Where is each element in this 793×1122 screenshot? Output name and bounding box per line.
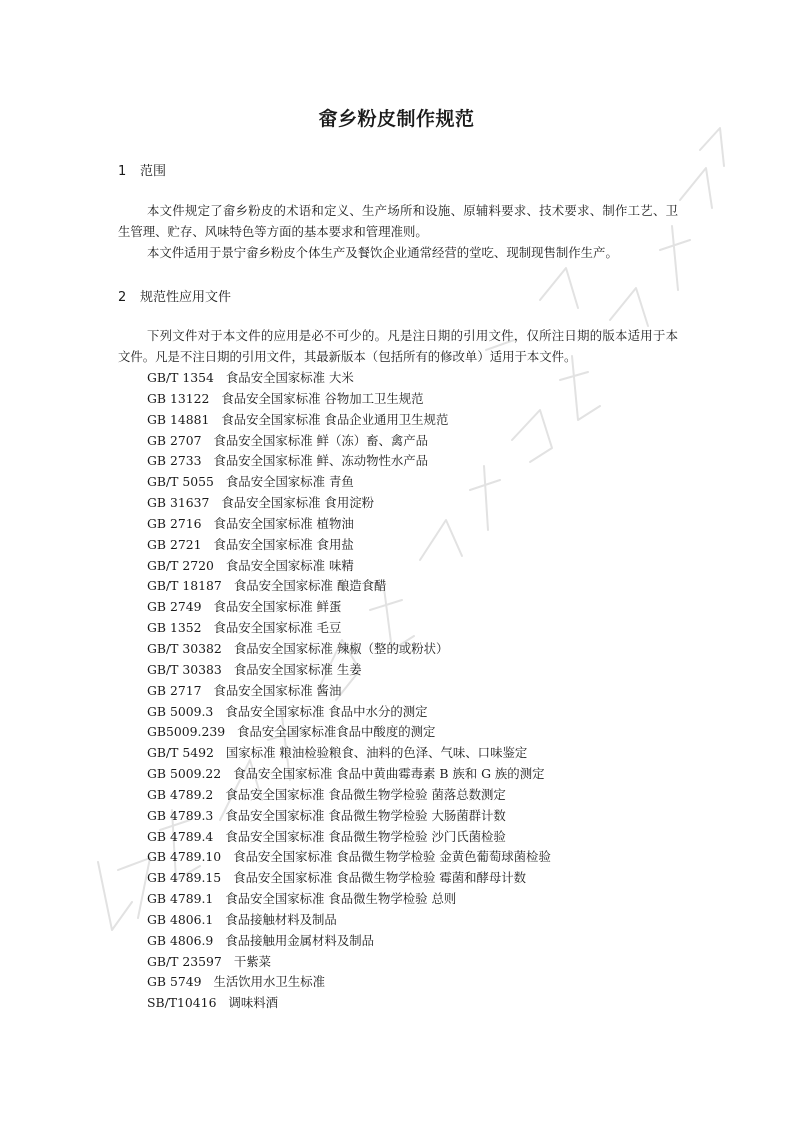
reference-code: GB/T 30382 [147,640,222,656]
section-2-body [118,325,678,367]
reference-code: GB 4789.1 [147,891,214,907]
reference-item [147,889,551,910]
reference-title: 食品安全国家标准 鲜（冻）畜、禽产品 [213,432,429,448]
reference-item [147,535,551,556]
reference-title: 食品安全国家标准 食用盐 [213,536,354,552]
reference-title: 食品安全国家标准 鲜、冻动物性水产品 [213,453,429,469]
reference-code: GB 5009.22 [147,766,222,782]
reference-item [147,431,551,452]
reference-title: 生活饮用水卫生标准 [213,974,325,990]
reference-code: GB 4806.1 [147,911,214,927]
section-2-title: 规范性应用文件 [140,290,232,305]
reference-title: 食品安全国家标准 食品中水分的测定 [225,703,428,719]
reference-code: GB 2716 [147,515,202,531]
reference-code: GB 2707 [147,432,202,448]
reference-code: GB/T 23597 [147,953,222,969]
section-1-title: 范围 [140,164,167,179]
section-2-paragraph: 下列文件对于本文件的应用是必不可少的。凡是注日期的引用文件，仅所注日期的版本适用于本文件。凡是不注日期的引用文件，其最新版本（包括所有的修改单）适用于本文件。 [118,328,678,364]
reference-code: GB 2733 [147,453,202,469]
document-title: 畲乡粉皮制作规范 [318,108,475,130]
reference-item [147,806,551,827]
reference-item [147,556,551,577]
reference-code: GB 4789.3 [147,807,214,823]
reference-code: GB/T 5055 [147,474,214,490]
reference-code: GB 4789.4 [147,828,214,844]
reference-item [147,931,551,952]
reference-title: 食品安全国家标准 食品微生物学检验 大肠菌群计数 [225,807,506,823]
reference-code: GB 4806.9 [147,932,214,948]
reference-title: 食品安全国家标准 食品中黄曲霉毒素 B 族和 G 族的测定 [233,766,545,782]
section-2-number: 2 [118,290,127,305]
reference-code: GB/T 5492 [147,745,214,761]
reference-item [147,639,551,660]
reference-item [147,389,551,410]
reference-item [147,702,551,723]
reference-title: 食品安全国家标准 酿造食醋 [233,578,387,594]
reference-code: GB 31637 [147,495,210,511]
reference-item [147,618,551,639]
reference-code: GB 2749 [147,599,202,615]
reference-item [147,410,551,431]
reference-item [147,764,551,785]
reference-title: 食品安全国家标准 谷物加工卫生规范 [221,390,424,406]
reference-title: 食品安全国家标准 酱油 [213,682,342,698]
reference-title: 食品安全国家标准 青鱼 [225,474,354,490]
reference-code: GB/T 30383 [147,661,222,677]
section-1-paragraph: 本文件适用于景宁畲乡粉皮个体生产及餐饮企业通常经营的堂吃、现制现售制作生产。 [147,245,618,260]
reference-title: 国家标准 粮油检验粮食、油料的色泽、气味、口味鉴定 [225,745,528,761]
reference-item [147,993,551,1014]
reference-item [147,868,551,889]
reference-item [147,972,551,993]
reference-item [147,472,551,493]
section-2-heading [118,286,231,305]
section-1-number: 1 [118,164,127,179]
reference-title: 食品安全国家标准 食用淀粉 [221,495,374,511]
reference-item [147,910,551,931]
reference-title: 食品接触材料及制品 [225,911,337,927]
reference-title: 干紫菜 [233,953,271,969]
reference-title: 食品安全国家标准 食品企业通用卫生规范 [221,411,449,427]
reference-title: 调味料酒 [228,995,279,1011]
reference-item [147,681,551,702]
reference-item [147,847,551,868]
reference-title: 食品安全国家标准 鲜蛋 [213,599,342,615]
reference-code: GB 4789.15 [147,870,222,886]
reference-code: GB 5749 [147,974,202,990]
reference-code: GB5009.239 [147,724,226,740]
reference-item [147,493,551,514]
reference-item [147,827,551,848]
reference-list [147,368,551,1014]
reference-code: GB 2717 [147,682,202,698]
reference-title: 食品接触用金属材料及制品 [225,932,374,948]
reference-title: 食品安全国家标准食品中酸度的测定 [237,724,436,740]
reference-item [147,743,551,764]
reference-code: GB 14881 [147,411,210,427]
reference-item [147,576,551,597]
reference-code: GB 1352 [147,620,202,636]
section-1-heading [118,160,166,179]
reference-title: 食品安全国家标准 毛豆 [213,620,342,636]
reference-code: GB/T 1354 [147,370,214,385]
reference-code: SB/T10416 [147,995,217,1011]
reference-item [147,785,551,806]
reference-code: GB/T 18187 [147,578,222,594]
reference-title: 食品安全国家标准 生姜 [233,661,362,677]
reference-title: 食品安全国家标准 大米 [225,370,354,385]
reference-item [147,451,551,472]
reference-code: GB/T 2720 [147,557,214,573]
reference-title: 食品安全国家标准 食品微生物学检验 金黄色葡萄球菌检验 [233,849,551,865]
section-1-paragraph: 本文件规定了畲乡粉皮的术语和定义、生产场所和设施、原辅料要求、技术要求、制作工艺、卫生管理、贮存、风味特色等方面的基本要求和管理准则。 [118,203,678,239]
reference-title: 食品安全国家标准 辣椒（整的或粉状） [233,640,449,656]
reference-title: 食品安全国家标准 食品微生物学检验 总则 [225,891,457,907]
reference-title: 食品安全国家标准 植物油 [213,515,354,531]
reference-item [147,597,551,618]
reference-item [147,368,551,389]
reference-title: 食品安全国家标准 食品微生物学检验 霉菌和酵母计数 [233,870,527,886]
reference-code: GB 4789.10 [147,849,222,865]
reference-title: 食品安全国家标准 食品微生物学检验 菌落总数测定 [225,786,506,802]
reference-item [147,722,551,743]
reference-item [147,952,551,973]
reference-title: 食品安全国家标准 味精 [225,557,354,573]
reference-item [147,514,551,535]
reference-code: GB 2721 [147,536,202,552]
reference-code: GB 4789.2 [147,786,214,802]
section-1-body [118,200,678,263]
reference-code: GB 5009.3 [147,703,214,719]
reference-code: GB 13122 [147,390,210,406]
reference-item [147,660,551,681]
reference-title: 食品安全国家标准 食品微生物学检验 沙门氏菌检验 [225,828,506,844]
